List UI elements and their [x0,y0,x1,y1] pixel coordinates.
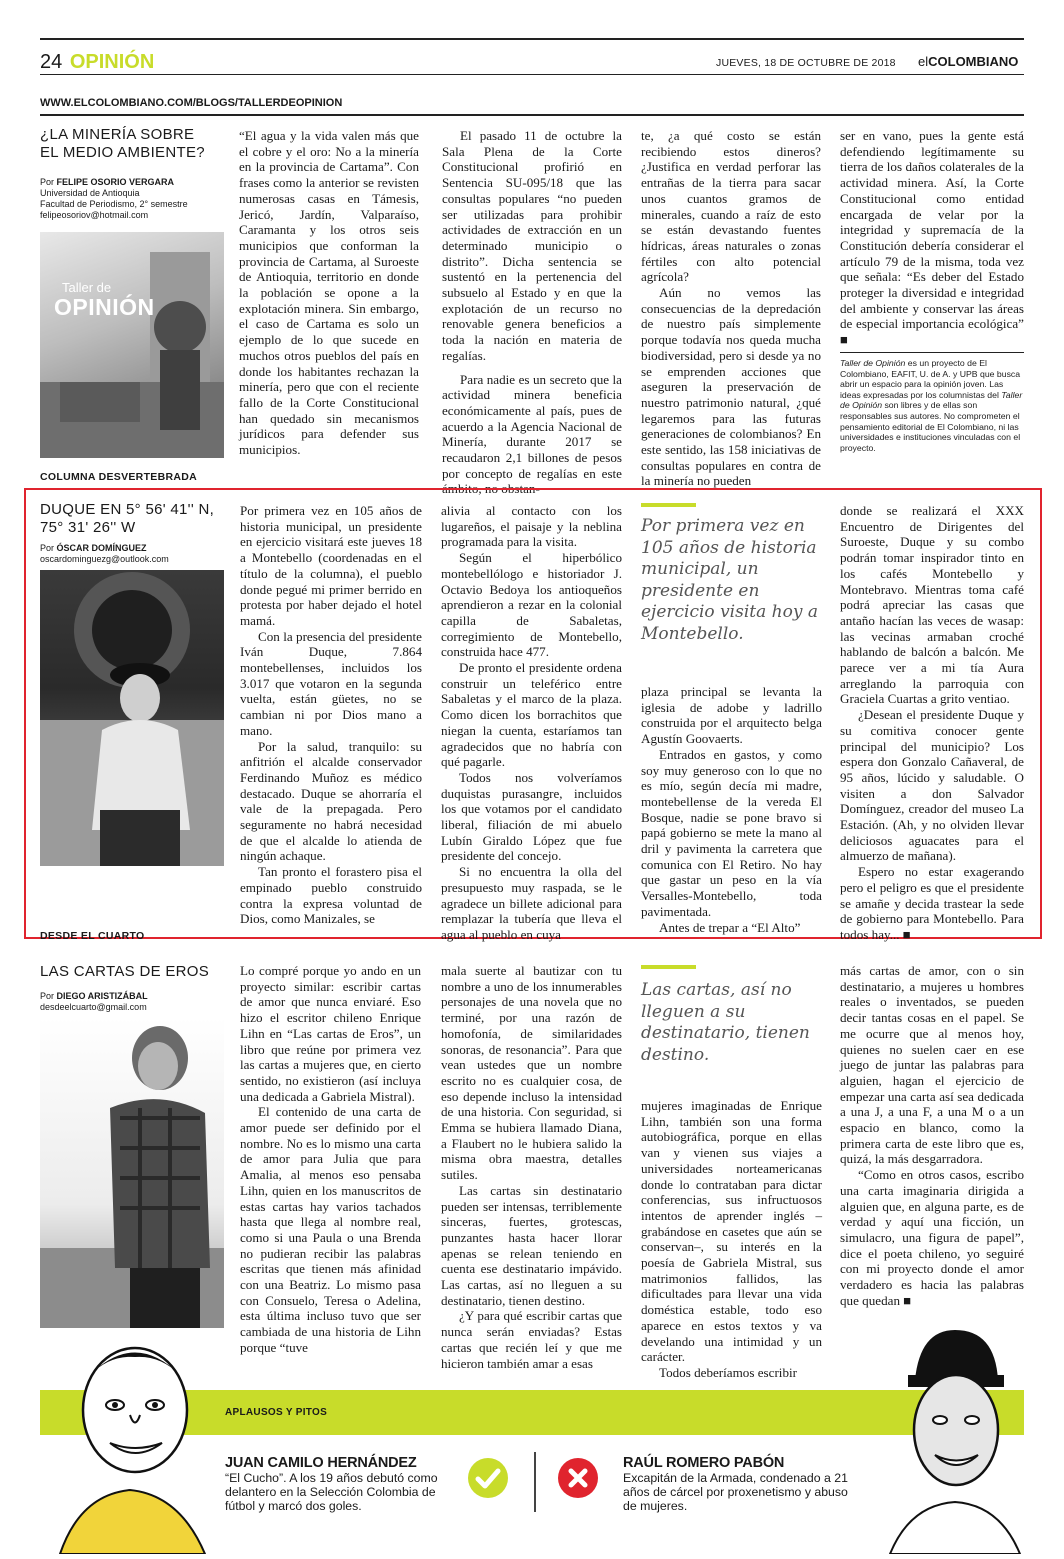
article1-paragraph: “El agua y la vida valen más que el cobre y el oro: No a la minería en la provincia de Cartama”. Con frases como la anterior se revisten numerosas casas en Támesis, Jericó, Jardín, Valparaíso, Caramanta y los otros seis municipios que conforman la provincia de Cartama, al Suroeste de Antioquia, territorio en donde la población se opone a la explotación minera. Sin embargo, el caso de Cartama es solo un ejemplo de lo que sucede en muchos otros pueblos del país en donde los habitantes rechazan la minería, pero que con el reciente fallo de la Corte Constitucional han quedado sin mecanismos jurídicos para defender sus municipios. [239,128,419,458]
caricature-footballer-illustration [40,1325,220,1554]
article1-paragraph: Para nadie es un secreto que la actividad minera beneficia económicamente al país, pues de acuerdo a la Agencia Nacional de Minería, durante 2017 se recaudaron 2,1 billones de pesos por concepto de regalías en este ámbito, no obstan- [442,371,622,497]
article2-paragraph: Según el hiperbólico montebellólogo e historiador J. Octavio Bedoya los antioqueños aprendieron a rezar en la colonial capilla de Sabaletas, corregimiento de Montebello, construida hace 477. [441,550,622,660]
article3-column2 [441,963,622,1371]
article1-column4 [840,128,1024,348]
article2-title-line2: 75° 31' 26'' W [40,519,136,536]
portrait-illustration [40,570,224,866]
article1-email[interactable]: felipeosoriov@hotmail.com [40,210,149,220]
article2-paragraph: Por primera vez en 105 años de historia municipal, un presidente en ejercicio visitará este jueves 18 a Montebello (coordenadas en el título de la columna), el pueblo donde pegué mi primer berrido en protesta por haber dejado el hotel mamá. [240,503,422,628]
brand-name: COLOMBIANO [928,54,1019,69]
article3-title: LAS CARTAS DE EROS [40,963,210,980]
article2-column4 [840,503,1024,943]
article3-pullquote: Las cartas, así no lleguen a su destinatario, tienen destino. [641,980,810,1065]
article3-paragraph: Las cartas sin destinatario pueden ser intensas, terriblemente sinceras, fuertes, grotescas, punzantes hasta hacer llorar apenas se relean teniendo en cuenta ese destinatario impávido. Las cartas, así no lleguen a su destinatario, tienen destino. [441,1182,622,1308]
article1-affiliation1: Universidad de Antioquia [40,188,140,198]
issue-date: JUEVES, 18 DE OCTUBRE DE 2018 [716,57,896,69]
top-rule [40,38,1024,40]
article3-column3 [641,1098,822,1381]
article1-title-line2: EL MEDIO AMBIENTE? [40,144,205,161]
taller-logo-line1: Taller de [62,280,112,295]
brand-prefix: el [918,54,929,69]
article3-paragraph: mala suerte al bautizar con tu nombre a uno de los innumerables personajes de una novela que no terminé, por una razón de homofonía, de similaridades sonoras, de resonancia”. Para que vean ustedes que un nombre escrito no es cualquier cosa, de eso depende incluso la intensidad de una historia. Con seguridad, si Emma se hubiera llamado Diana, a Flaubert no le hubiera salido la misma obra maestra, detalles sutiles. [441,963,622,1183]
article2-paragraph: Con la presencia del presidente Iván Duque, 7.864 montebellenses, incluidos los 3.017 que votaron en la segunda vuelta, están güetes, no se cambian ni por Dios mano a mano. [240,628,422,738]
author-photo-diego [40,1018,224,1328]
article3-byline: Por DIEGO ARISTIZÁBAL desdeelcuarto@gmail.com [40,991,230,1013]
article1-affiliation2: Facultad de Periodismo, 2° semestre [40,199,188,209]
note-rule [840,352,1024,353]
taller-logo-line2: OPINIÓN [54,294,155,320]
article2-title [40,501,230,537]
article3-paragraph: “Como en otros casos, escribo una carta imaginaria dirigida a alguien que, en alguna parte, es de verdad y aquí una ficción, un simulacro, una figura de papel”, dice el poeta chileno, yo seguiré con mi proyecto donde el amor verdadero es hacia las palabras que quedan ■ [840,1167,1024,1308]
article3-email[interactable]: desdeelcuarto@gmail.com [40,1002,147,1012]
article1-column1 [239,128,419,458]
applause-left-text: “El Cucho”. A los 19 años debutó como delantero en la Selección Colombia de fútbol y marcó dos goles. [225,1471,438,1513]
article1-column2 [442,128,622,497]
article2-paragraph: alivia al contacto con los lugareños, el paisaje y la neblina programada para la visita. [441,503,622,550]
article2-author: ÓSCAR DOMÍNGUEZ [56,543,147,553]
article2-paragraph: Espero no estar exagerando pero el peligro es que el presidente se amañe y decida trastear la sede de gobierno para Montebello. Para todos hay... ■ [840,864,1024,942]
article2-paragraph: ¿Desean el presidente Duque y su comitiva conocer gente principal del municipio? Los espera don Gonzalo Cañaveral, de 95 años, lúcido y saludable. O visiten a don Salvador Domínguez, creador del museo La Estación. (Ah, y no olviden llevar deliciosos aguacates para el almuerzo de mañana). [840,707,1024,864]
article3-column1 [240,963,421,1356]
article2-paragraph: plaza principal se levanta la iglesia de adobe y ladrillo construida por el arquitecto belga Agustín Goovaerts. [641,684,822,747]
article1-title-line1: ¿LA MINERÍA SOBRE [40,126,195,143]
article3-paragraph: ¿Y para qué escribir cartas que nunca serán enviadas? Estas cartas que recién leí y que me hicieron también amar a esas [441,1308,622,1371]
url-rule [40,114,1024,116]
article2-byline: Por ÓSCAR DOMÍNGUEZ oscardominguezg@outlook.com [40,543,230,565]
page-header [40,50,154,74]
caricature-right [880,1320,1030,1554]
applause-right-name: RAÚL ROMERO PABÓN [623,1455,785,1471]
article3-paragraph: El contenido de una carta de amor puede ser definido por el nombre. No es lo mismo una carta de amor para Julia que para Amalia, al menos eso pensaba Lihn, quien en los manuscritos de estas cartas hay varios tachados hasta que llega al nombre real, como si una Paula o una Brenda no pudieran recibir las palabras escritas que tienen más afinidad con una Beatriz. Lo mismo pasa con Consuelo, Teresa o Adelina, esta última incluso tuvo que ser cambiada de una historia de Lihn porque “tuve [240,1104,421,1355]
header-rule [40,74,1024,75]
page-number: 24 [40,51,63,73]
article2-paragraph: donde se realizará el XXX Encuentro de Dirigentes del Suroeste, Duque y su combo podrán tomar inspirador tinto en los cafés Montebello y Montebravo. Mientras toma café podrá apreciar las casas que antaño hacían las veces de wasap: las vecinas armaban croché hablando de balcón a balcón. Me parece ver a mi tía Aura arreglando la parroquia con Graciela Cuartas a grito ventiao. [840,503,1024,707]
article3-paragraph: mujeres imaginadas de Enrique Lihn, también son una forma autobiográfica, porque en ellas van y vienen sus viajes a universidades norteamericanas donde lo contrataban para dictar conferencias, sus infructuosos intentos de aprender inglés –grabándose en casetes que aún se conservan–, su interés en la poesía de Gabriela Mistral, sus matrimonios fallidos, las dificultades para llevar una vida doméstica estable, todo eso aparece en estos textos y va develando una intimidad y un carácter. [641,1098,822,1365]
column-label-desvertebrada: COLUMNA DESVERTEBRADA [40,471,197,483]
caricature-officer-illustration [880,1320,1030,1554]
author-photo-oscar [40,570,224,866]
article2-title-line1: DUQUE EN 5° 56' 41'' N, [40,501,215,518]
portrait-illustration [40,1018,224,1328]
article2-paragraph: Tan pronto el forastero pisa el empinado pueblo construido contra la expresa voluntad de Dios, como Manizales, se [240,864,422,927]
column-label-desde-el-cuarto: DESDE EL CUARTO [40,930,145,942]
check-icon [468,1458,508,1498]
taller-opinion-photo [40,232,224,458]
blog-url[interactable]: WWW.ELCOLOMBIANO.COM/BLOGS/TALLERDEOPINION [40,97,343,109]
article2-pullquote: Por primera vez en 105 años de historia municipal, un presidente en ejercicio visita hoy a Montebello. [641,516,818,644]
article1-author: FELIPE OSORIO VERGARA [56,177,175,187]
pullquote-accent-bar [641,965,696,969]
article2-paragraph: Antes de trepar a “El Alto” [659,919,801,935]
article3-author: DIEGO ARISTIZÁBAL [56,991,148,1001]
article2-column1 [240,503,422,927]
applause-left-name: JUAN CAMILO HERNÁNDEZ [225,1455,417,1471]
article1-byline: Por FELIPE OSORIO VERGARA Universidad de Antioquia Facultad de Periodismo, 2° semestre felipeosoriov@hotmail.com [40,177,225,221]
applause-right-text: Excapitán de la Armada, condenado a 21 años de cárcel por proxenetismo y abuso de mujeres. [623,1471,848,1513]
article1-paragraph: Aún no vemos las consecuencias de la depredación de nuestro país simplemente porque todavía nos queda mucha biodiversidad, pero si desde ya no se emprenden acciones que aseguren la preservación de nuestro patrimonio natural, ¿qué legaremos para las futuras generaciones de colombianos? En este sentido, las 158 iniciativas de consultas populares en contra de la minería no pueden [641,285,821,489]
article1-paragraph: te, ¿a qué costo se están recibiendo estos dineros? ¿Justifica en verdad perforar las entrañas de la tierra para sacar unos cuantos gramos de minerales, cuando a raíz de esto se están devastando fuentes hídricas, áreas naturales o zonas fértiles con alto potencial agrícola? [641,128,821,285]
article2-paragraph: Entrados en gastos, y como soy muy generoso con lo que no es mío, según decía mi madre, montebellense de la vereda El Bosque, nadie se pone bravo si papá gobierno se mete la mano al dril y pavimenta la carretera que comunica con El Retiro. No hay que gastar un peso en la vía Versalles-Montebello, toda pavimentada. [641,746,822,919]
applause-label: APLAUSOS Y PITOS [225,1407,328,1418]
article2-paragraph: Todos nos volveríamos duquistas purasangre, incluidos los que votamos por el candidato liberal, filiación de mi abuelo Lubín Giraldo López que fue presidente del concejo. [441,769,622,864]
article2-paragraph: De pronto el presidente ordena construir un teleférico entre Sabaletas y el marco de la plaza. Como dicen los borrachitos que niegan la cuenta, estaríamos tan agradecidos que no habría con qué pagarle. [441,660,622,770]
taller-opinion-note: Taller de Opinión es un proyecto de El Colombiano, EAFIT, U. de A. y UPB que busca abrir un espacio para la opinión joven. Las ideas expresadas por los columnistas del Taller de Opinión son libres y de ellas son responsables sus autores. No comprometen el pensamiento editorial de El Colombiano, ni las universidades e instituciones vinculadas con el proyecto. [840,358,1023,453]
x-icon [558,1458,598,1498]
taller-opinion-illustration [40,232,224,458]
article3-paragraph: Todos deberíamos escribir [659,1364,797,1380]
article1-column3 [641,128,821,489]
article1-paragraph: El pasado 11 de octubre la Sala Plena de la Corte Constitucional profirió en Sentencia SU-095/18 que las consultas populares “no pueden ser utilizadas para prohibir actividades de extracción en un determinado municipio o distrito”. Dicha sentencia se sustentó en la pertenencia del subsuelo al Estado y en que la explotación de un recurso no renovable genera beneficios a toda la nación en materia de regalías. [442,128,622,363]
article2-column2 [441,503,622,943]
article2-paragraph: Si no encuentra la olla del presupuesto muy raspada, se le agradece un billete adicional para remplazar la tubería que lleva el agua al pueblo en cuya [441,864,622,942]
section-name: OPINIÓN [69,51,155,73]
brand-logo [918,54,1018,69]
applause-divider [534,1452,536,1512]
article2-paragraph: Por la salud, tranquilo: su anfitrión el alcalde conservador Ferdinando Muñoz es médico destacado. Duque se ahorraría el vale de la prepagada. Pero seguramente no habrá necesidad de que el alcalde lo atienda de ningún achaque. [240,738,422,864]
article3-column4 [840,963,1024,1308]
article1-paragraph: ser en vano, pues la gente está defendiendo legítimamente su tierra de los daños colaterales de la actividad minera. Así, la Corte Constitucional como entidad encargada de velar por la integridad y supremacía de la Constitución debería considerar el artículo 79 de la misma, toda vez que señala: “Es deber del Estado proteger la diversidad e integridad del ambiente y conservar las áreas de especial importancia ecológica” ■ [840,128,1024,348]
article3-paragraph: Lo compré porque yo ando en un proyecto similar: escribir cartas de amor que nunca enviaré. Eso hizo el escritor chileno Enrique Lihn en “Las cartas de Eros”, un libro que reúne por primera vez las cartas a mujeres que, en cierto sentido, no existieron (así incluya una dedicada a Gabriela Mistral). [240,963,421,1104]
article3-paragraph: más cartas de amor, con o sin destinatario, a mujeres u hombres reales o inventados, se pueden decir tantas cosas en el papel. Se me ocurre que al menos hoy, quienes no suelen caer en ese juego de juntar las palabras para alguien, hagan el ejercicio de empezar una carta así sea dedicada a una J, a una F, a una M o a un espacio en blanco, como la primera carta de este libro que es, quizá, la más desgarradora. [840,963,1024,1167]
caricature-left [40,1325,220,1554]
article1-title [40,126,225,162]
article2-email[interactable]: oscardominguezg@outlook.com [40,554,169,564]
pullquote-accent-bar [641,503,696,507]
article2-column3 [641,684,822,935]
